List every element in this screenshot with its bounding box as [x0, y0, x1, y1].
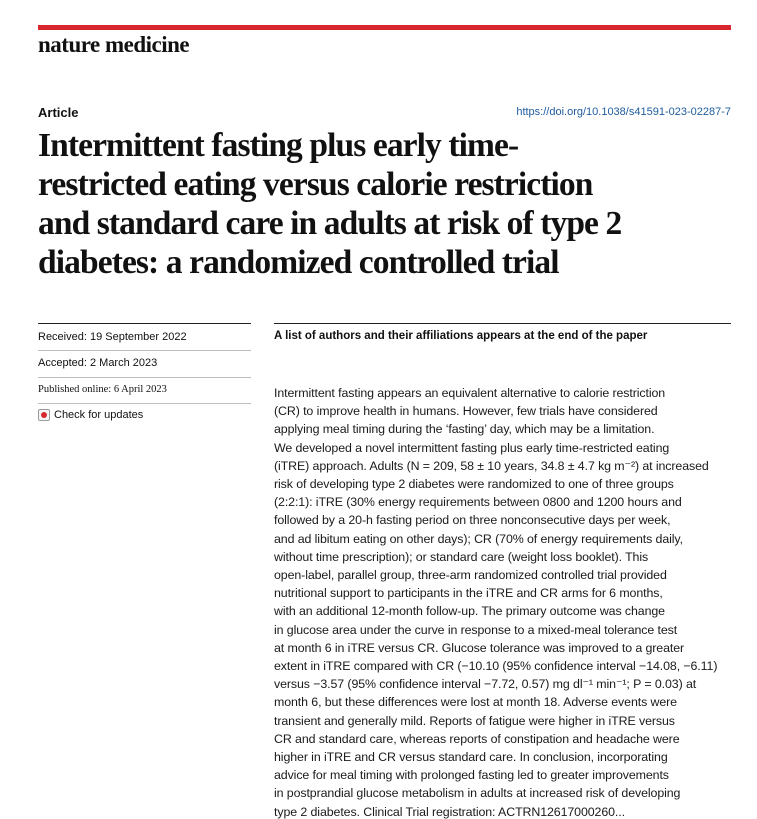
abstract-line: (CR) to improve health in humans. However, few trials have considered — [274, 404, 658, 419]
meta-divider — [38, 377, 251, 378]
abstract-line: higher in iTRE and CR versus standard care. In conclusion, incorporating — [274, 750, 668, 765]
abstract-line: transient and generally mild. Reports of fatigue were higher in iTRE versus — [274, 713, 675, 728]
check-updates-label: Check for updates — [54, 409, 144, 421]
title-line: Intermittent fasting plus early time- — [38, 127, 519, 164]
article-type-label: Article — [38, 105, 79, 120]
journal-name: nature medicine — [38, 32, 190, 57]
check-updates-icon — [38, 409, 50, 421]
abstract-line: open-label, parallel group, three-arm randomized controlled trial provided — [274, 568, 667, 583]
abstract-line: with an additional 12-month follow-up. The primary outcome was change — [274, 604, 665, 619]
abstract-line: month 6, but these differences were lost at month 18. Adverse events were — [274, 695, 677, 710]
abstract-line: We developed a novel intermittent fasting plus early time-restricted eating — [274, 440, 670, 455]
abstract-line: nutritional support to participants in the iTRE and CR arms for 6 months, — [274, 586, 663, 601]
abstract-line: in postprandial glucose metabolism in adults at increased risk of developing — [274, 786, 681, 801]
abstract-line: advice for meal timing with prolonged fasting led to greater improvements — [274, 768, 669, 783]
title-line: restricted eating versus calorie restriction — [38, 166, 593, 203]
title-line: diabetes: a randomized controlled trial — [38, 244, 559, 281]
abstract-line: Intermittent fasting appears an equivalent alternative to calorie restriction — [274, 386, 666, 400]
abstract-line: in glucose area under the curve in response to a mixed-meal tolerance test — [274, 622, 678, 637]
metadata-divider — [38, 323, 251, 324]
abstract-line: (iTRE) approach. Adults (N = 209, 58 ± 10 years, 34.8 ± 4.7 kg m⁻²) at increased — [274, 458, 709, 473]
abstract-divider — [274, 323, 731, 324]
abstract-line: applying meal timing during the ‘fasting’ day, which may be a limitation. — [274, 422, 655, 437]
received-date: Received: 19 September 2022 — [38, 331, 187, 343]
article-title — [38, 126, 728, 282]
title-line: and standard care in adults at risk of type 2 — [38, 205, 622, 242]
abstract — [274, 384, 734, 819]
abstract-line: CR and standard care, whereas reports of constipation and headache were — [274, 731, 680, 746]
meta-divider — [38, 403, 251, 404]
abstract-line: risk of developing type 2 diabetes were randomized to one of three groups — [274, 477, 674, 492]
doi-link[interactable]: https://doi.org/10.1038/s41591-023-02287-7 — [516, 106, 731, 118]
accepted-date: Accepted: 2 March 2023 — [38, 357, 158, 369]
journal-header-bar — [38, 25, 731, 30]
abstract-line: extent in iTRE compared with CR (−10.10 (95% confidence interval −14.08, −6.11) — [274, 659, 718, 674]
abstract-line: versus −3.57 (95% confidence interval −7.72, 0.57) mg dl⁻¹ min⁻¹; P = 0.03) at — [274, 677, 697, 692]
meta-divider — [38, 350, 251, 351]
abstract-line: type 2 diabetes. Clinical Trial registration: ACTRN12617000260... — [274, 804, 625, 819]
abstract-line: followed by a 20-h fasting period on three nonconsecutive days per week, — [274, 513, 671, 528]
abstract-line: at month 6 in iTRE versus CR. Glucose tolerance was improved to a greater — [274, 640, 685, 655]
abstract-line: and ad libitum eating on other days); CR (70% of energy requirements daily, — [274, 531, 683, 546]
check-for-updates-button[interactable] — [38, 409, 251, 421]
published-date: Published online: 6 April 2023 — [38, 384, 167, 395]
abstract-line: (2:2:1): iTRE (30% energy requirements between 0800 and 1200 hours and — [274, 495, 682, 510]
affiliations-note: A list of authors and their affiliations appears at the end of the paper — [274, 330, 648, 342]
abstract-line: without time prescription); or standard care (weight loss booklet). This — [274, 549, 649, 564]
